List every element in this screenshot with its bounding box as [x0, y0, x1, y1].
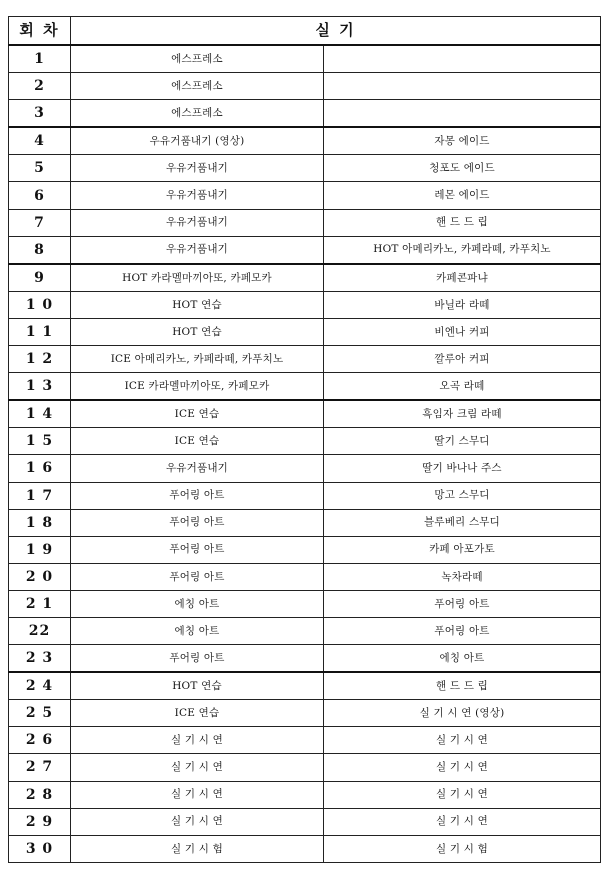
table-row	[9, 346, 601, 373]
round-number: 8	[9, 236, 71, 264]
table-row	[9, 672, 601, 700]
practical-item-1: 우유거품내기 (영상)	[71, 127, 324, 155]
table-row	[9, 236, 601, 264]
practical-item-2: 핸 드 드 립	[324, 209, 601, 236]
table-row	[9, 127, 601, 155]
table-row	[9, 428, 601, 455]
practical-item-1: ICE 연습	[71, 400, 324, 428]
practical-item-1: 우유거품내기	[71, 209, 324, 236]
practical-item-2: 푸어링 아트	[324, 590, 601, 617]
table-row	[9, 45, 601, 73]
table-row	[9, 155, 601, 182]
table-row	[9, 563, 601, 590]
schedule-body	[9, 45, 601, 862]
round-number: 1 1	[9, 318, 71, 345]
practical-item-2: 자몽 에이드	[324, 127, 601, 155]
round-number: 7	[9, 209, 71, 236]
round-number: 1 2	[9, 346, 71, 373]
table-row	[9, 727, 601, 754]
table-row	[9, 536, 601, 563]
practical-item-1: 에스프레소	[71, 45, 324, 73]
practical-item-2: 실 기 시 연	[324, 727, 601, 754]
table-row	[9, 73, 601, 100]
practical-item-1: 푸어링 아트	[71, 482, 324, 509]
round-number: 4	[9, 127, 71, 155]
practical-item-1: 에칭 아트	[71, 590, 324, 617]
practical-item-1: 푸어링 아트	[71, 645, 324, 673]
practical-item-1: 실 기 시 험	[71, 835, 324, 862]
table-row	[9, 835, 601, 862]
practical-item-2: 바닐라 라떼	[324, 291, 601, 318]
practical-item-1: ICE 아메리카노, 카페라떼, 카푸치노	[71, 346, 324, 373]
table-row	[9, 264, 601, 292]
round-number: 2 3	[9, 645, 71, 673]
table-row	[9, 617, 601, 644]
practical-item-1: HOT 카라멜마끼아또, 카페모카	[71, 264, 324, 292]
round-number: 2	[9, 73, 71, 100]
practical-item-2: 핸 드 드 립	[324, 672, 601, 700]
table-row	[9, 455, 601, 482]
practical-item-2: 오곡 라떼	[324, 373, 601, 401]
practical-item-1: HOT 연습	[71, 318, 324, 345]
practical-item-2: 실 기 시 연	[324, 808, 601, 835]
practical-item-1: 실 기 시 연	[71, 727, 324, 754]
practical-item-1: HOT 연습	[71, 672, 324, 700]
table-row	[9, 509, 601, 536]
table-row	[9, 400, 601, 428]
practical-item-1: 실 기 시 연	[71, 808, 324, 835]
table-row	[9, 700, 601, 727]
table-row	[9, 318, 601, 345]
practical-item-2: 녹차라떼	[324, 563, 601, 590]
practical-item-1: ICE 연습	[71, 700, 324, 727]
round-number: 1 5	[9, 428, 71, 455]
practical-item-1: 우유거품내기	[71, 182, 324, 209]
round-number: 1 4	[9, 400, 71, 428]
table-row	[9, 482, 601, 509]
round-number: 2 4	[9, 672, 71, 700]
practical-item-1: ICE 연습	[71, 428, 324, 455]
round-number: 2 5	[9, 700, 71, 727]
round-number: 2 8	[9, 781, 71, 808]
practical-item-1: 에스프레소	[71, 73, 324, 100]
practical-item-1: 우유거품내기	[71, 236, 324, 264]
practical-item-2: 청포도 에이드	[324, 155, 601, 182]
round-number: 2 9	[9, 808, 71, 835]
round-number: 1	[9, 45, 71, 73]
round-number: 1 7	[9, 482, 71, 509]
round-number: 6	[9, 182, 71, 209]
practical-item-1: 실 기 시 연	[71, 754, 324, 781]
round-number: 2 6	[9, 727, 71, 754]
practical-item-2: 실 기 시 연	[324, 754, 601, 781]
round-number: 1 3	[9, 373, 71, 401]
practical-item-2: 카페 아포가토	[324, 536, 601, 563]
practical-item-2: 레몬 에이드	[324, 182, 601, 209]
round-number: 1 9	[9, 536, 71, 563]
round-number: 1 6	[9, 455, 71, 482]
round-number: 22	[9, 617, 71, 644]
practical-item-1: 푸어링 아트	[71, 536, 324, 563]
practical-item-1: 실 기 시 연	[71, 781, 324, 808]
practical-item-2	[324, 45, 601, 73]
round-number: 3 0	[9, 835, 71, 862]
practical-item-2: 딸기 바나나 주스	[324, 455, 601, 482]
practical-item-1: ICE 카라멜마끼아또, 카페모카	[71, 373, 324, 401]
practical-item-2	[324, 73, 601, 100]
practical-item-1: 푸어링 아트	[71, 563, 324, 590]
table-row	[9, 590, 601, 617]
round-number: 3	[9, 100, 71, 128]
table-row	[9, 209, 601, 236]
table-row	[9, 100, 601, 128]
header-practical: 실 기	[71, 17, 601, 46]
practical-item-2: 흑임자 크림 라떼	[324, 400, 601, 428]
practical-item-2: 실 기 시 험	[324, 835, 601, 862]
practical-item-2: HOT 아메리카노, 카페라떼, 카푸치노	[324, 236, 601, 264]
practical-item-2	[324, 100, 601, 128]
table-row	[9, 182, 601, 209]
header-row	[9, 17, 601, 46]
practical-item-2: 실 기 시 연 (영상)	[324, 700, 601, 727]
round-number: 1 8	[9, 509, 71, 536]
round-number: 2 1	[9, 590, 71, 617]
practical-item-1: 우유거품내기	[71, 455, 324, 482]
round-number: 9	[9, 264, 71, 292]
practical-item-1: HOT 연습	[71, 291, 324, 318]
header-round: 회 차	[9, 17, 71, 46]
table-row	[9, 291, 601, 318]
round-number: 2 7	[9, 754, 71, 781]
table-row	[9, 373, 601, 401]
practical-item-1: 우유거품내기	[71, 155, 324, 182]
round-number: 2 0	[9, 563, 71, 590]
practical-item-1: 푸어링 아트	[71, 509, 324, 536]
practical-item-2: 딸기 스무디	[324, 428, 601, 455]
schedule-table	[8, 16, 601, 863]
table-row	[9, 754, 601, 781]
practical-item-1: 에칭 아트	[71, 617, 324, 644]
round-number: 5	[9, 155, 71, 182]
practical-item-2: 카페콘파냐	[324, 264, 601, 292]
table-row	[9, 645, 601, 673]
practical-item-2: 망고 스무디	[324, 482, 601, 509]
practical-item-2: 실 기 시 연	[324, 781, 601, 808]
practical-item-2: 푸어링 아트	[324, 617, 601, 644]
practical-item-2: 비엔나 커피	[324, 318, 601, 345]
table-row	[9, 781, 601, 808]
table-row	[9, 808, 601, 835]
practical-item-1: 에스프레소	[71, 100, 324, 128]
practical-item-2: 에칭 아트	[324, 645, 601, 673]
practical-item-2: 블루베리 스무디	[324, 509, 601, 536]
round-number: 1 0	[9, 291, 71, 318]
practical-item-2: 깔루아 커피	[324, 346, 601, 373]
